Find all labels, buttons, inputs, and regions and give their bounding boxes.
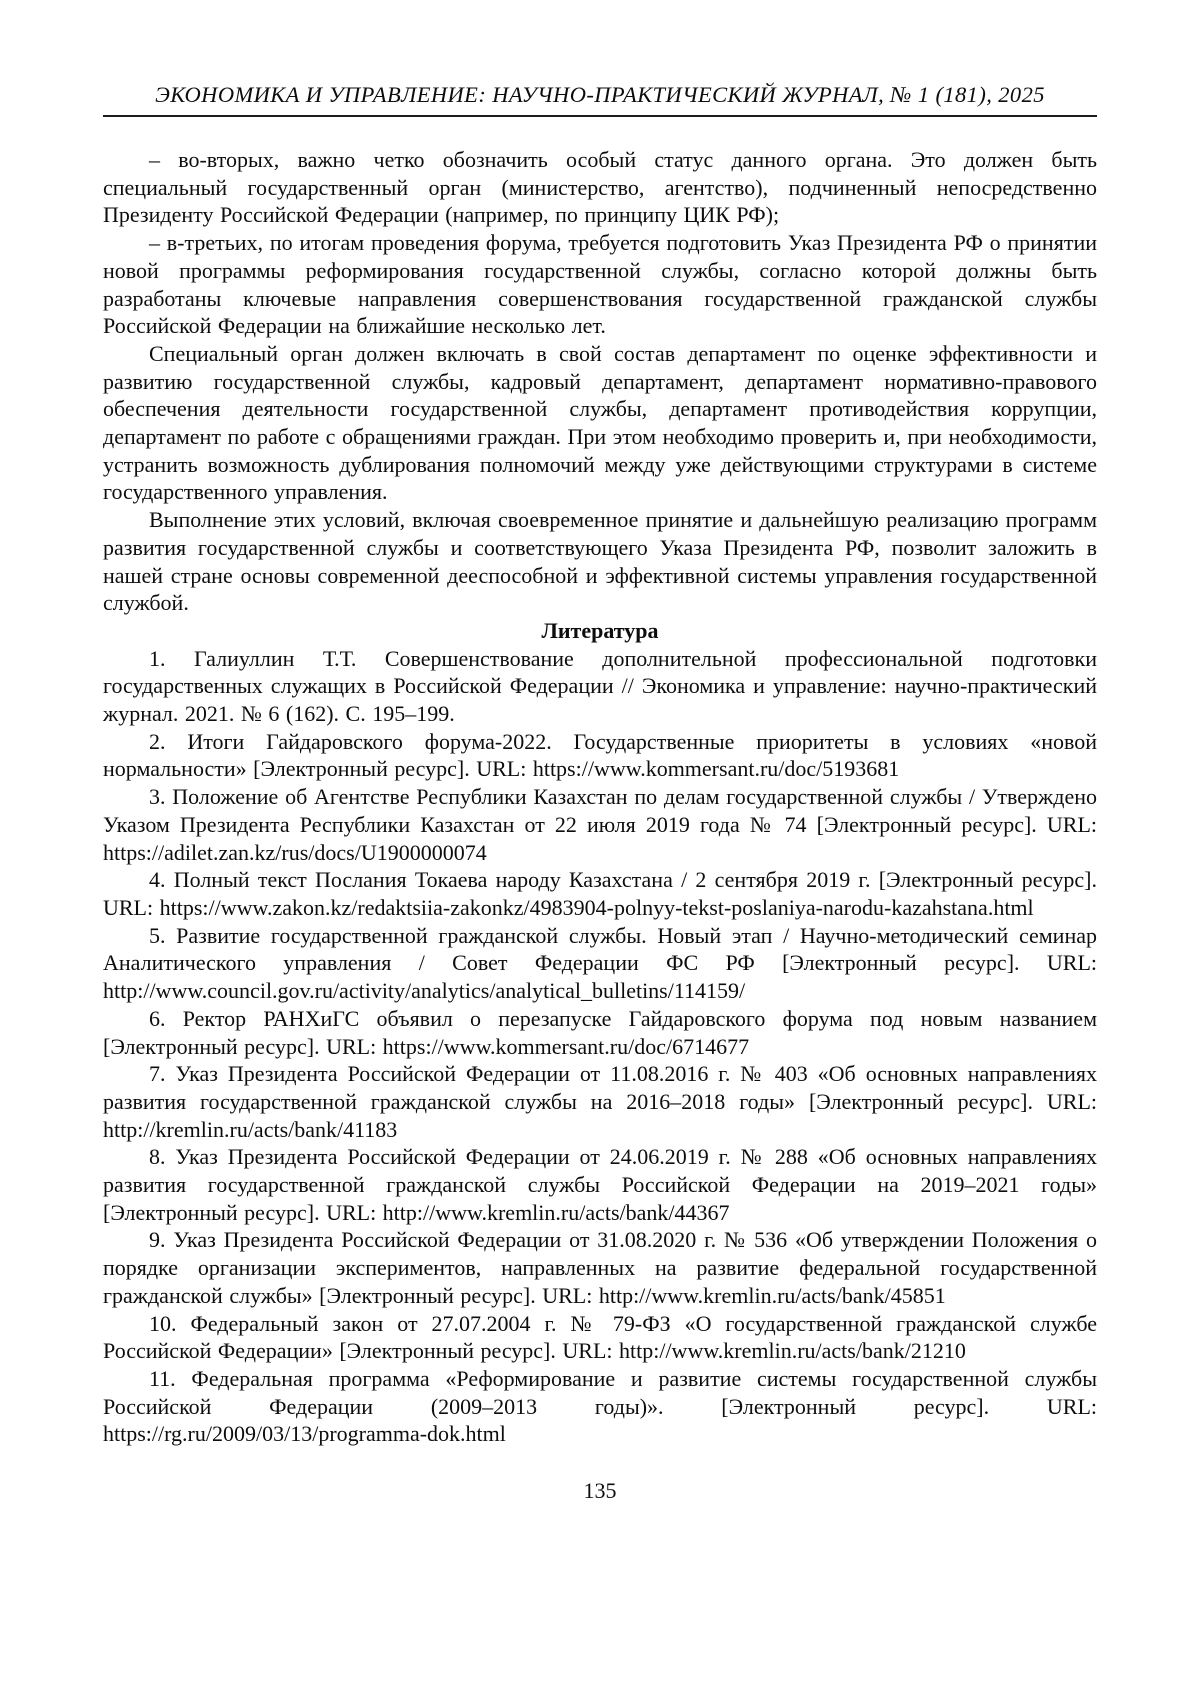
body-paragraph: – в-третьих, по итогам проведения форума, требуется подготовить Указ Президента РФ о принятии новой программы реформирования государственной службы, согласно которой должны быть разработаны ключевые направления совершенствования государственной гражданской службы Российской Федерации на ближайшие несколько лет. xyxy=(103,230,1097,339)
references-list xyxy=(103,645,1097,1448)
article-body xyxy=(103,146,1097,1448)
reference-item: 10. Федеральный закон от 27.07.2004 г. № 79-ФЗ «О государственной гражданской службе Российской Федерации» [Электронный ресурс]. URL: http://www.kremlin.ru/acts/bank/21210 xyxy=(103,1310,1097,1364)
reference-item: 6. Ректор РАНХиГС объявил о перезапуске Гайдаровского форума под новым названием [Электронный ресурс]. URL: https://www.kommersant.ru/doc/6714677 xyxy=(103,1005,1097,1059)
reference-item: 11. Федеральная программа «Реформирование и развитие системы государственной службы Российской Федерации (2009–2013 годы)». [Электронный ресурс]. URL: https://rg.ru/2009/03/13/programma-dok.html xyxy=(103,1365,1097,1447)
reference-item: 2. Итоги Гайдаровского форума-2022. Государственные приоритеты в условиях «новой нормальности» [Электронный ресурс]. URL: https://www.kommersant.ru/doc/5193681 xyxy=(103,728,1097,782)
references-heading: Литература xyxy=(541,617,659,643)
reference-item: 1. Галиуллин Т.Т. Совершенствование дополнительной профессиональной подготовки государственных служащих в Российской Федерации // Экономика и управление: научно-практический журнал. 2021. № 6 (162). С. 195–199. xyxy=(103,645,1097,727)
reference-item: 7. Указ Президента Российской Федерации от 11.08.2016 г. № 403 «Об основных направлениях развития государственной гражданской службы на 2016–2018 годы» [Электронный ресурс]. URL: http://kremlin.ru/acts/bank/41183 xyxy=(103,1061,1097,1142)
body-paragraph: – во-вторых, важно четко обозначить особый статус данного органа. Это должен быть специальный государственный орган (министерство, агентство), подчиненный непосредственно Президенту Российской Федерации (например, по принципу ЦИК РФ); xyxy=(103,147,1097,228)
reference-item: 5. Развитие государственной гражданской службы. Новый этап / Научно-методический семинар Аналитического управления / Совет Федерации ФС РФ [Электронный ресурс]. URL: http://www.council.gov.ru/activity/analytics/analytical_bulletins/114159/ xyxy=(103,922,1097,1004)
page-number: 135 xyxy=(583,1478,617,1504)
reference-item: 4. Полный текст Послания Токаева народу Казахстана / 2 сентября 2019 г. [Электронный ресурс]. URL: https://www.zakon.kz/redaktsiia-zakonkz/4983904-polnyy-tekst-poslaniya-narodu-kazahstana.html xyxy=(103,867,1097,920)
body-paragraph: Специальный орган должен включать в свой состав департамент по оценке эффективности и развитию государственной службы, кадровый департамент, департамент нормативно-правового обеспечения деятельности государственной службы, департамент противодействия коррупции, департамент по работе с обращениями граждан. При этом необходимо проверить и, при необходимости, устранить возможность дублирования полномочий между уже действующими структурами в системе государственного управления. xyxy=(103,340,1097,505)
body-paragraph: Выполнение этих условий, включая своевременное принятие и дальнейшую реализацию программ развития государственной службы и соответствующего Указа Президента РФ, позволит заложить в нашей стране основы современной дееспособной и эффективной системы управления государственной службой. xyxy=(103,507,1097,616)
journal-header xyxy=(103,82,1097,117)
reference-item: 8. Указ Президента Российской Федерации от 24.06.2019 г. № 288 «Об основных направлениях развития государственной гражданской службы Российской Федерации на 2019–2021 годы» [Электронный ресурс]. URL: http://www.kremlin.ru/acts/bank/44367 xyxy=(103,1144,1097,1225)
journal-header-title: ЭКОНОМИКА И УПРАВЛЕНИЕ: НАУЧНО-ПРАКТИЧЕСКИЙ ЖУРНАЛ, № 1 (181), 2025 xyxy=(155,82,1045,107)
reference-item: 9. Указ Президента Российской Федерации от 31.08.2020 г. № 536 «Об утверждении Положения о порядке организации экспериментов, направленных на развитие федеральной государственной гражданской службы» [Электронный ресурс]. URL: http://www.kremlin.ru/acts/bank/45851 xyxy=(103,1227,1097,1308)
reference-item: 3. Положение об Агентстве Республики Казахстан по делам государственной службы / Утверждено Указом Президента Республики Казахстан от 22 июля 2019 года № 74 [Электронный ресурс]. URL: https://adilet.zan.kz/rus/docs/U1900000074 xyxy=(103,784,1097,865)
